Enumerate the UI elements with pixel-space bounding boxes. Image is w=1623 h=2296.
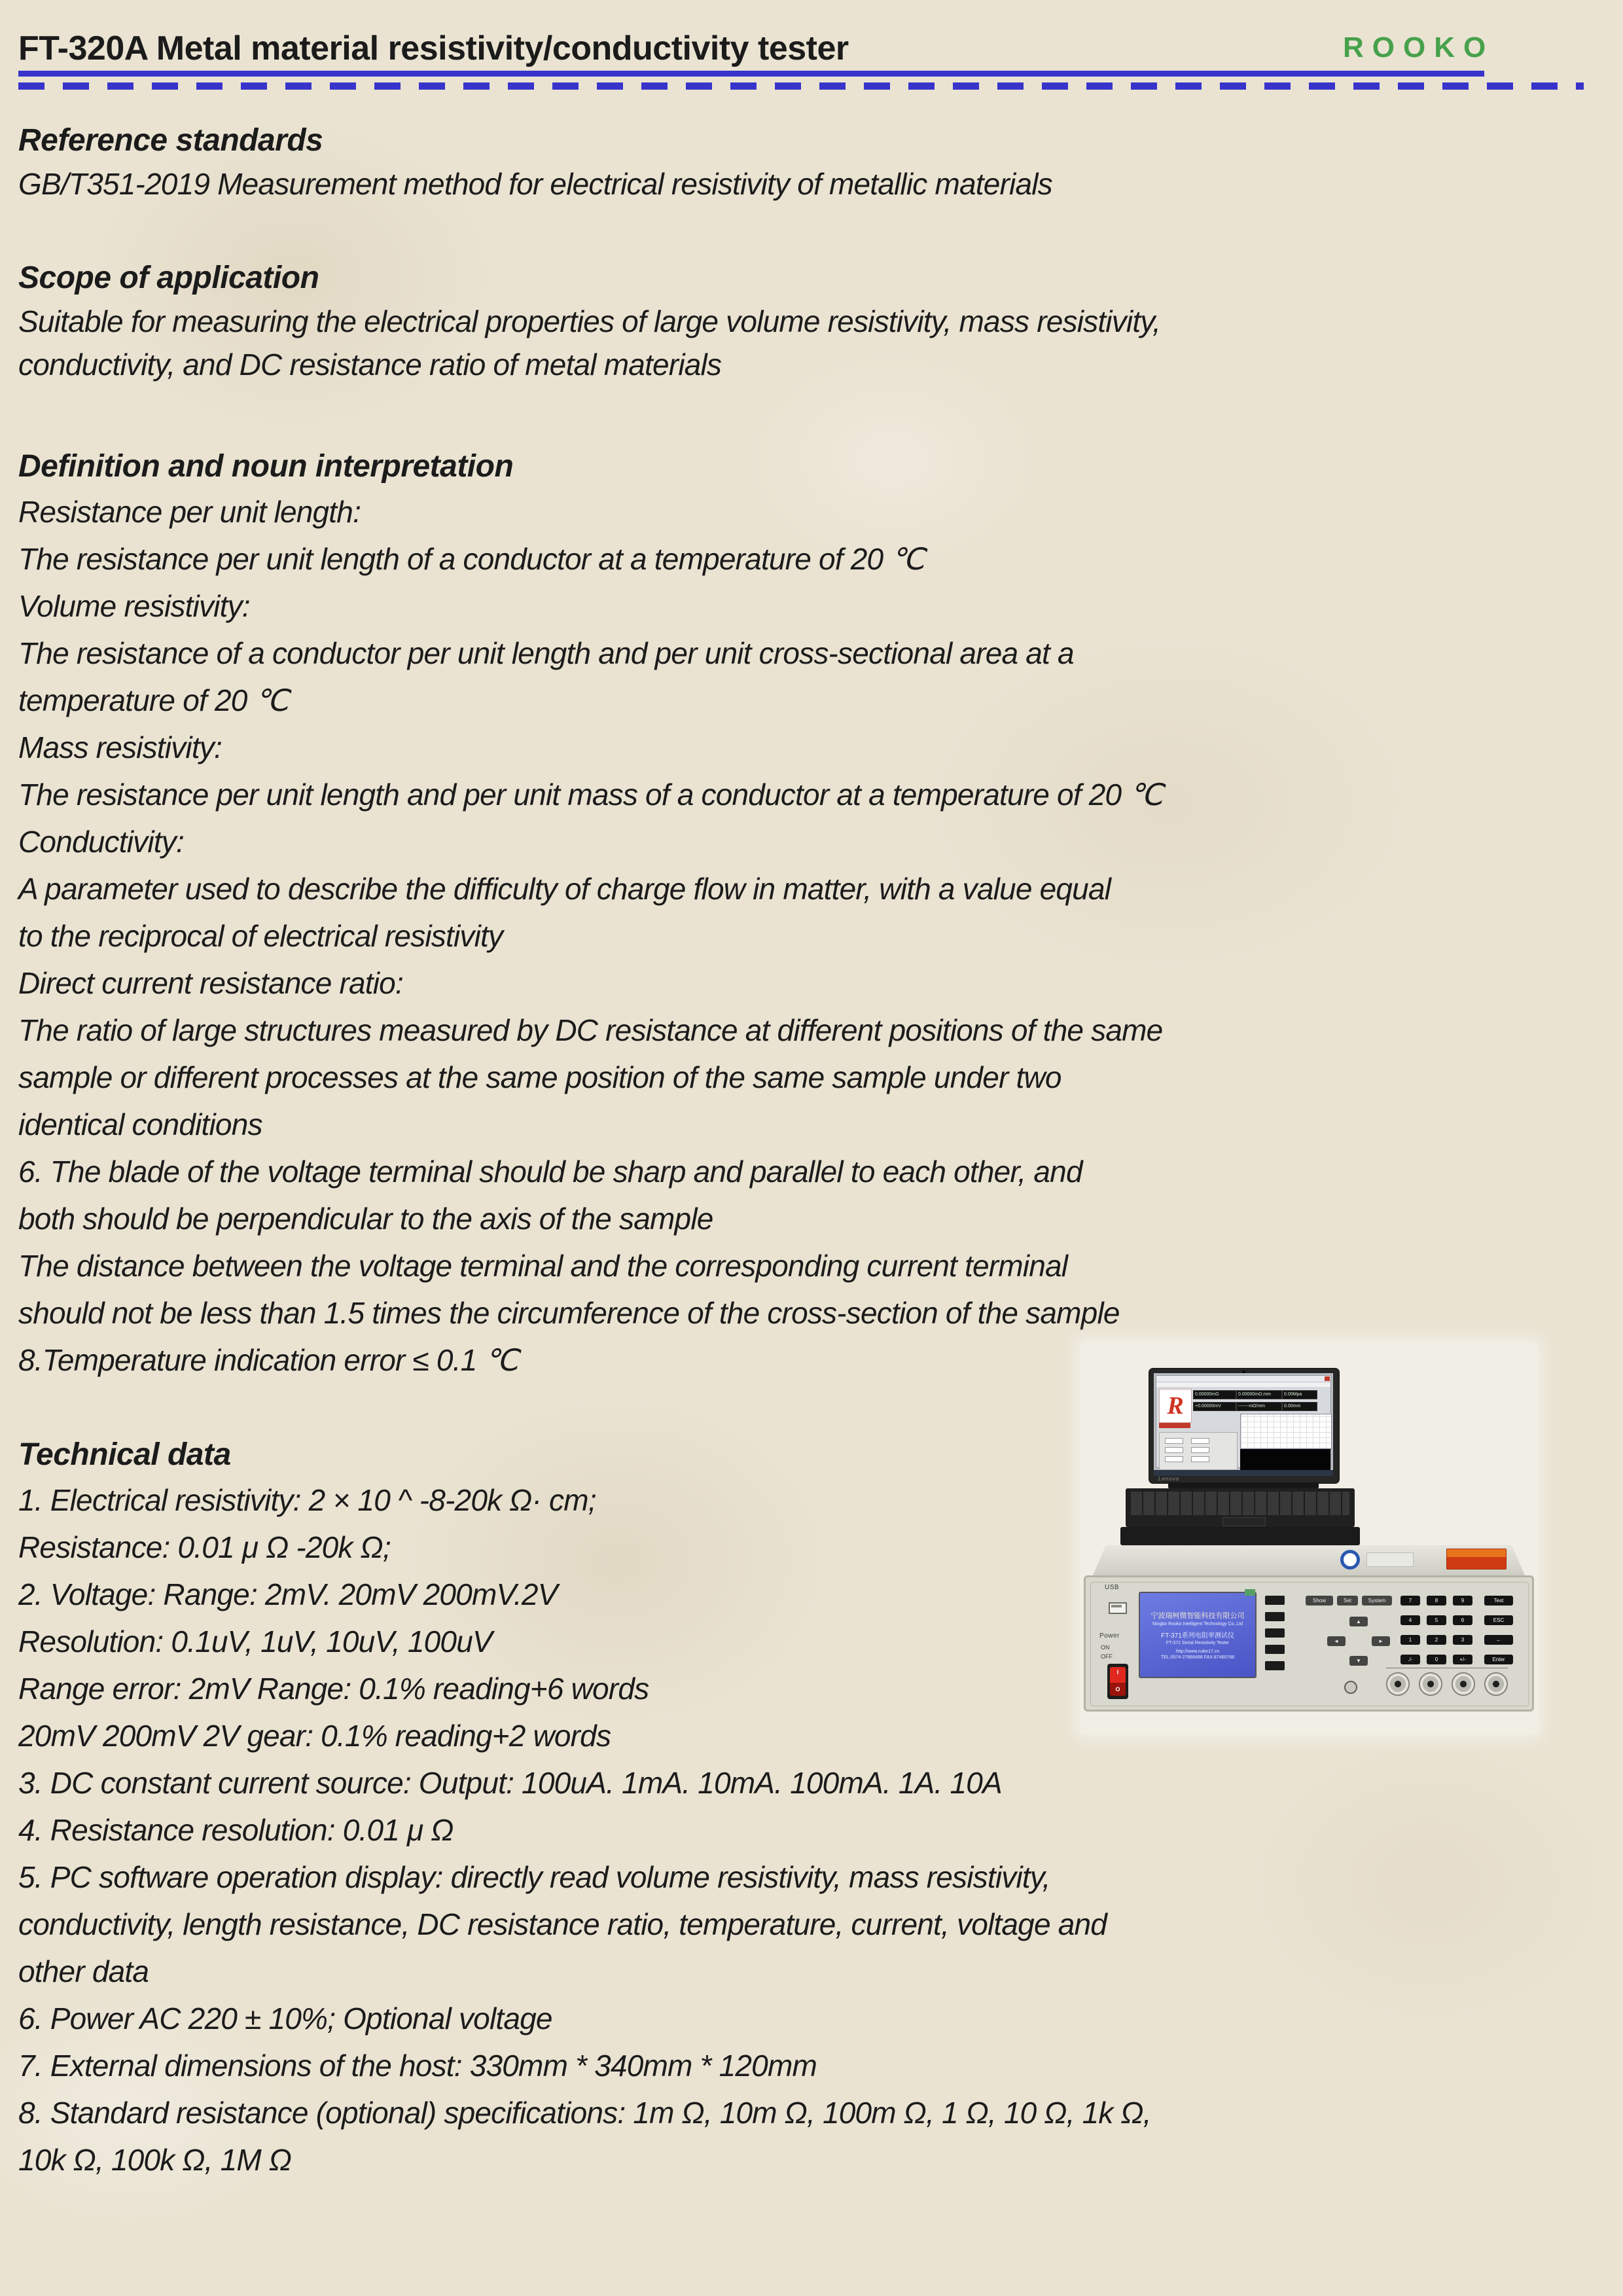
lcd-line: 宁波瑞柯微智能科技有限公司	[1150, 1612, 1245, 1620]
body-line: conductivity, length resistance, DC resistance ratio, temperature, current, voltage and	[18, 1907, 1107, 1941]
laptop-hinge	[1168, 1482, 1319, 1488]
instrument-lcd	[1139, 1592, 1257, 1678]
laptop-display	[1154, 1373, 1333, 1476]
key-7: 7	[1400, 1596, 1420, 1605]
show-button: Show	[1306, 1596, 1333, 1605]
laptop-touchpad	[1222, 1517, 1266, 1526]
body-line: The resistance per unit length of a conductor at a temperature of 20 ℃	[18, 542, 925, 576]
lcd-soft-key	[1265, 1661, 1285, 1670]
lcd-soft-key	[1265, 1628, 1285, 1638]
reading-field: 0.00mm	[1282, 1402, 1317, 1411]
power-on-label: ON	[1101, 1644, 1110, 1651]
body-line: Mass resistivity:	[18, 730, 222, 764]
section-reference-standards	[18, 119, 1597, 206]
body-line: A parameter used to describe the difficulty of charge flow in matter, with a value equal	[18, 872, 1111, 906]
system-button: System	[1362, 1596, 1392, 1605]
usb-port-tab	[1111, 1605, 1122, 1607]
certification-sticker	[1366, 1552, 1414, 1567]
body-line: Suitable for measuring the electrical properties of large volume resistivity, mass resistivity,	[18, 304, 1161, 338]
software-window	[1156, 1375, 1331, 1468]
header-underline	[18, 71, 1484, 77]
body-line: 3. DC constant current source: Output: 100uA. 1mA. 10mA. 100mA. 1A. 10A	[18, 1766, 1002, 1800]
key-8: 8	[1427, 1596, 1446, 1605]
body-line: GB/T351-2019 Measurement method for electrical resistivity of metallic materials	[18, 167, 1052, 201]
body-line: 6. The blade of the voltage terminal should be sharp and parallel to each other, and	[18, 1155, 1082, 1189]
body-line: Resolution: 0.1uV, 1uV, 10uV, 100uV	[18, 1624, 492, 1659]
body-line: 4. Resistance resolution: 0.01 μ Ω	[18, 1813, 454, 1847]
lcd-line: http://www.ruike17.cn	[1175, 1649, 1220, 1654]
bnc-connector	[1386, 1672, 1410, 1696]
section-heading: Reference standards	[18, 123, 323, 158]
round-badge-sticker	[1340, 1550, 1360, 1570]
laptop-palmrest	[1120, 1527, 1360, 1545]
body-line: to the reciprocal of electrical resistivity	[18, 919, 503, 953]
switch-on-mark: I	[1116, 1669, 1119, 1676]
body-line: The distance between the voltage terminal and the corresponding current terminal	[18, 1249, 1068, 1283]
laptop-taskbar	[1154, 1470, 1333, 1476]
bnc-connector	[1419, 1672, 1442, 1696]
usb-label: USB	[1105, 1584, 1120, 1591]
body-line: 10k Ω, 100k Ω, 1M Ω	[18, 2143, 292, 2177]
body-line: 6. Power AC 220 ± 10%; Optional voltage	[18, 2001, 552, 2036]
key-3: 3	[1453, 1635, 1472, 1645]
set-button: Set	[1337, 1596, 1358, 1605]
software-logo-letter: R	[1167, 1392, 1184, 1420]
power-rocker	[1110, 1667, 1126, 1696]
power-label: Power	[1099, 1632, 1120, 1640]
reading-field: -------mΩ/mm	[1236, 1402, 1282, 1411]
body-line: identical conditions	[18, 1107, 262, 1141]
body-line: should not be less than 1.5 times the circumference of the cross-section of the sample	[18, 1296, 1120, 1330]
body-line: Volume resistivity:	[18, 589, 250, 623]
bnc-connector	[1484, 1672, 1508, 1696]
lcd-line: TEL:0574-27866498 FAX:87460768	[1160, 1655, 1235, 1660]
product-photo	[1080, 1342, 1538, 1734]
lcd-line: Ningbo Rooko Intelligent Technology Co.,Ltd	[1152, 1622, 1243, 1626]
warning-sticker	[1446, 1549, 1507, 1570]
esc-button: ESC	[1484, 1615, 1513, 1625]
power-off-label: OFF	[1101, 1653, 1113, 1660]
body-line: both should be perpendicular to the axis of the sample	[18, 1202, 713, 1236]
ground-jack	[1344, 1681, 1357, 1694]
reading-field: +0.00000mV	[1193, 1402, 1236, 1411]
reading-field: 0.00000mΩ	[1193, 1390, 1236, 1399]
reading-field: 0.00000mΩ.mm	[1236, 1390, 1282, 1399]
software-plot-area	[1240, 1449, 1330, 1470]
bnc-connector	[1452, 1672, 1475, 1696]
body-line: 8.Temperature indication error ≤ 0.1 ℃	[18, 1343, 518, 1377]
section-heading: Definition and noun interpretation	[18, 449, 514, 484]
power-switch	[1107, 1664, 1128, 1699]
body-line: sample or different processes at the same position of the same sample under two	[18, 1060, 1061, 1094]
switch-off-mark: O	[1115, 1686, 1120, 1693]
body-line: Range error: 2mV Range: 0.1% reading+6 words	[18, 1672, 649, 1706]
software-form-panel	[1159, 1432, 1238, 1470]
body-line: The resistance per unit length and per unit mass of a conductor at a temperature of 20 ℃	[18, 778, 1163, 812]
arrow-right-button: ►	[1372, 1636, 1390, 1646]
software-logo-band	[1159, 1423, 1190, 1428]
body-line: 2. Voltage: Range: 2mV. 20mV 200mV.2V	[18, 1577, 558, 1611]
lcd-soft-key	[1265, 1612, 1285, 1621]
body-line: other data	[18, 1954, 149, 1988]
key-9: 9	[1453, 1596, 1472, 1605]
software-chart-area	[1240, 1414, 1332, 1449]
body-line: Conductivity:	[18, 825, 184, 859]
lcd-soft-key	[1265, 1596, 1285, 1605]
software-titlebar	[1156, 1376, 1330, 1382]
body-line: 20mV 200mV 2V gear: 0.1% reading+2 words	[18, 1719, 611, 1753]
body-line: The ratio of large structures measured by DC resistance at different positions of the same	[18, 1013, 1163, 1047]
key-6: 6	[1453, 1615, 1472, 1625]
body-line: 8. Standard resistance (optional) specifications: 1m Ω, 10m Ω, 100m Ω, 1 Ω, 10 Ω, 1k Ω,	[18, 2096, 1151, 2130]
brand-logo: ROOKO	[1343, 31, 1495, 63]
laptop-keyboard-deck	[1126, 1488, 1355, 1527]
close-icon	[1325, 1376, 1330, 1381]
section-heading: Scope of application	[18, 260, 319, 295]
body-line: The resistance of a conductor per unit length and per unit cross-sectional area at a	[18, 636, 1074, 670]
lcd-soft-key	[1265, 1645, 1285, 1654]
key-2: 2	[1427, 1635, 1446, 1645]
key-plus-minus: +/-	[1453, 1655, 1472, 1664]
body-line: conductivity, and DC resistance ratio of metal materials	[18, 348, 722, 382]
software-logo	[1159, 1389, 1192, 1423]
page-title: FT-320A Metal material resistivity/conductivity tester	[18, 29, 849, 67]
key-1: 1	[1400, 1635, 1420, 1645]
arrow-up-button: ▲	[1349, 1617, 1368, 1626]
laptop-keyboard	[1131, 1492, 1349, 1515]
section-scope	[18, 257, 1597, 386]
key-4: 4	[1400, 1615, 1420, 1625]
body-line: Resistance: 0.01 μ Ω -20k Ω;	[18, 1530, 391, 1564]
body-line: 5. PC software operation display: directly read volume resistivity, mass resistivity,	[18, 1860, 1050, 1894]
arrow-left-button: ◄	[1327, 1636, 1346, 1646]
header-dashed-rule	[18, 82, 1584, 90]
reading-field: 0.00Mpa	[1282, 1390, 1317, 1399]
backspace-button: ←	[1484, 1635, 1513, 1645]
lcd-line: FT-371 Serial Resistivity Tester	[1166, 1641, 1230, 1645]
software-menubar	[1156, 1382, 1330, 1387]
section-heading: Technical data	[18, 1437, 231, 1472]
body-line: temperature of 20 ℃	[18, 683, 289, 717]
test-button: Test	[1484, 1596, 1513, 1605]
key-dot-dash: ./-	[1400, 1655, 1420, 1664]
laptop-brand-label: Lenovo	[1158, 1476, 1180, 1482]
key-0: 0	[1427, 1655, 1446, 1664]
usb-port	[1109, 1602, 1127, 1614]
key-5: 5	[1427, 1615, 1446, 1625]
body-line: Direct current resistance ratio:	[18, 966, 403, 1000]
lcd-corner-tab	[1245, 1589, 1255, 1596]
lcd-line: FT-371系列电阻率测试仪	[1161, 1632, 1234, 1640]
arrow-down-button: ▼	[1349, 1656, 1368, 1666]
body-line: Resistance per unit length:	[18, 495, 361, 529]
enter-button: Enter	[1484, 1655, 1513, 1664]
body-line: 7. External dimensions of the host: 330mm * 340mm * 120mm	[18, 2049, 817, 2083]
body-line: 1. Electrical resistivity: 2 × 10 ^ -8-20k Ω· cm;	[18, 1483, 596, 1517]
section-definitions	[18, 445, 1597, 1384]
